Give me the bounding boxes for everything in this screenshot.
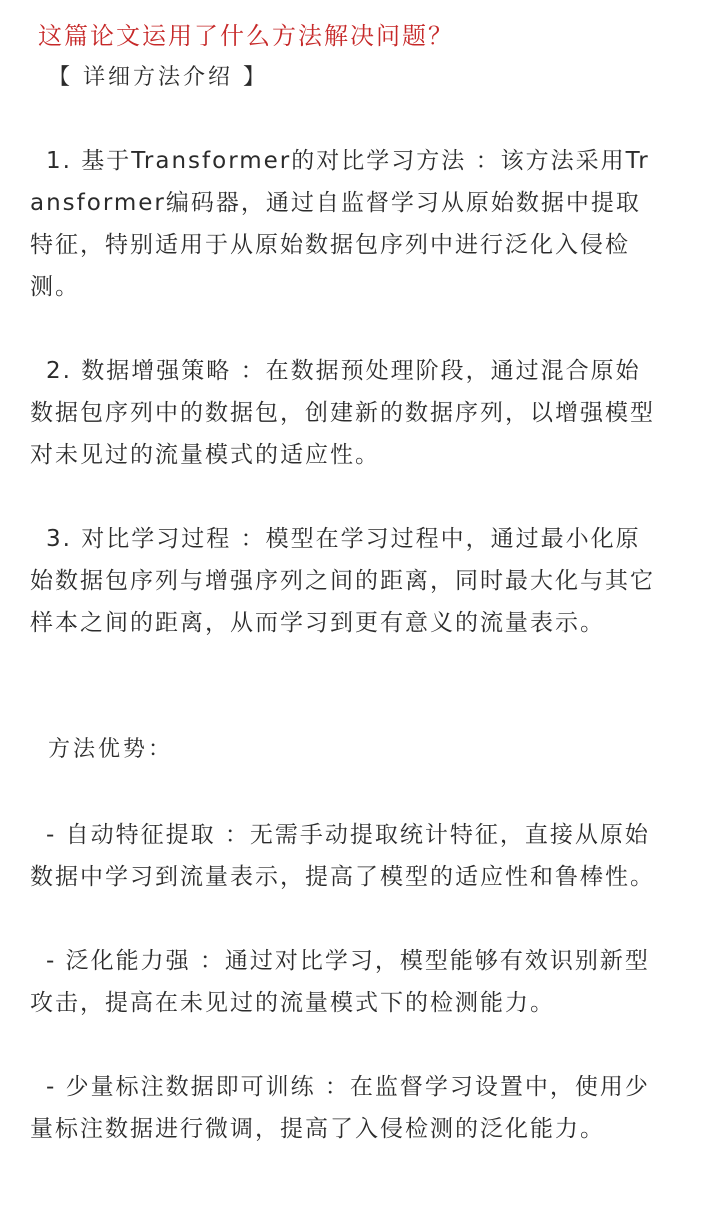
question-title: 这篇论文运用了什么方法解决问题？	[38, 22, 454, 50]
advantage-item-3: - 少量标注数据即可训练 ：在监督学习设置中，使用少量标注数据进行微调，提高了入侵检测的泛化能力。	[30, 1074, 650, 1142]
advantage-item-1: - 自动特征提取 ：无需手动提取统计特征，直接从原始数据中学习到流量表示，提高了模型的适应性和鲁棒性。	[30, 822, 655, 890]
section-subtitle: 【 详细方法介绍 】	[48, 65, 268, 90]
method-item-1: 1. 基于Transformer的对比学习方法 ：该方法采用Transformer编码器，通过自监督学习从原始数据中提取特征，特别适用于从原始数据包序列中进行泛化入侵检测。	[30, 148, 650, 300]
advantages-heading: 方法优势：	[48, 737, 174, 762]
method-item-2: 2. 数据增强策略 ：在数据预处理阶段，通过混合原始数据包序列中的数据包，创建新的数据序列，以增强模型对未见过的流量模式的适应性。	[30, 358, 655, 468]
advantage-item-2: - 泛化能力强 ：通过对比学习，模型能够有效识别新型攻击，提高在未见过的流量模式下的检测能力。	[30, 948, 650, 1016]
method-item-3: 3. 对比学习过程 ：模型在学习过程中，通过最小化原始数据包序列与增强序列之间的距离，同时最大化与其它样本之间的距离，从而学习到更有意义的流量表示。	[30, 526, 655, 636]
